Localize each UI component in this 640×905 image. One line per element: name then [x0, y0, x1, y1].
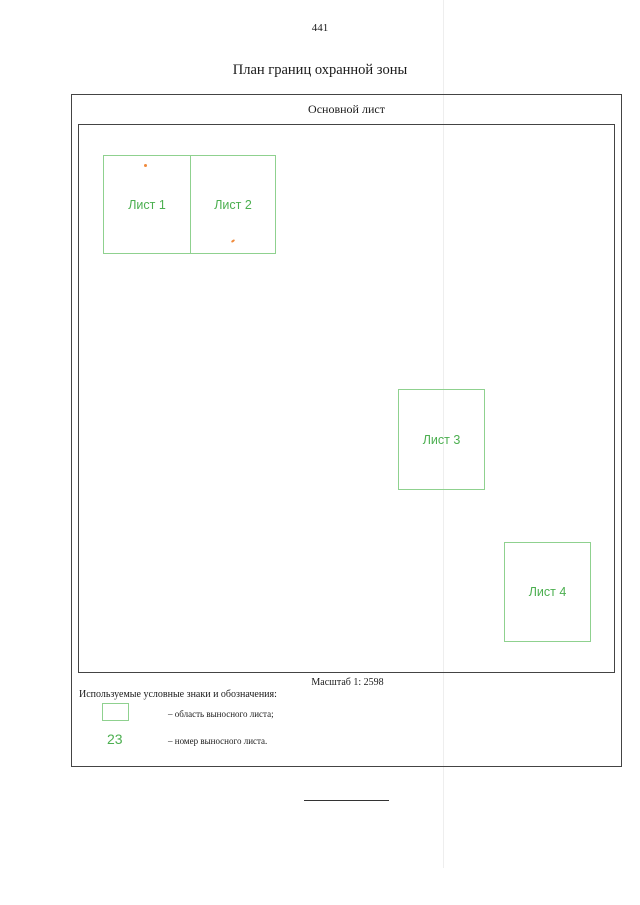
sheet-area-4[interactable]	[504, 542, 591, 642]
page-number: 441	[311, 22, 329, 34]
map-scale: Масштаб 1: 2598	[311, 677, 384, 688]
legend-title: Используемые условные знаки и обозначения:	[79, 689, 277, 700]
document-title: План границ охранной зоны	[232, 62, 408, 78]
legend-sheet-number-symbol: 23	[107, 731, 123, 747]
sheet-area-3[interactable]	[398, 389, 485, 490]
sheet-area-1[interactable]	[103, 155, 191, 254]
legend-sheet-number-text: – номер выносного листа.	[168, 736, 268, 746]
signature-line	[304, 800, 389, 801]
main-sheet-title: Основной лист	[308, 102, 385, 116]
sheet-label-4: Лист 4	[528, 585, 567, 599]
boundary-point-marker	[144, 164, 147, 167]
legend-sheet-area-symbol	[102, 703, 129, 721]
legend-sheet-area-text: – область выносного листа;	[168, 709, 274, 719]
sheet-label-3: Лист 3	[422, 432, 461, 447]
sheet-label-2: Лист 2	[214, 197, 252, 212]
sheet-label-1: Лист 1	[128, 197, 166, 212]
